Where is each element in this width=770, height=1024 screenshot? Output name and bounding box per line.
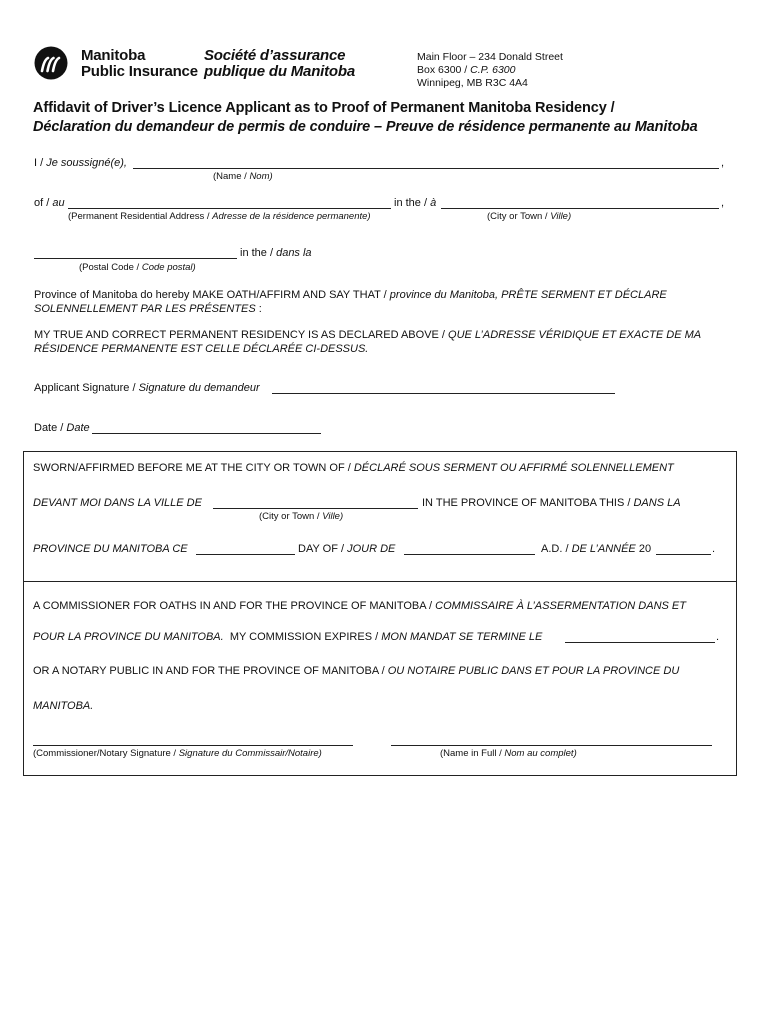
comma: , bbox=[721, 197, 725, 209]
name-caption: (Name / Nom) bbox=[213, 171, 273, 182]
in-the-label: in the / dans la bbox=[240, 247, 312, 259]
commissioner-signature-caption: (Commissioner/Notary Signature / Signature du Commissair/Notaire) bbox=[33, 748, 322, 759]
period: . bbox=[712, 543, 716, 555]
city-field[interactable] bbox=[441, 208, 719, 209]
sworn-month-field[interactable] bbox=[404, 554, 535, 555]
city-caption: (City or Town / Ville) bbox=[487, 211, 572, 222]
brand-fr: Société d’assurance publique du Manitoba bbox=[204, 47, 355, 80]
notary-line-2: MANITOBA. bbox=[33, 700, 94, 712]
date-label: Date / Date bbox=[34, 422, 90, 434]
address-caption: (Permanent Residential Address / Adresse de la résidence permanente) bbox=[68, 211, 371, 222]
sworn-line-2b: IN THE PROVINCE OF MANITOBA THIS / DANS LA bbox=[422, 497, 681, 509]
sworn-city-caption: (City or Town / Ville) bbox=[259, 511, 344, 522]
notary-line: OR A NOTARY PUBLIC IN AND FOR THE PROVINCE OF MANITOBA / OU NOTAIRE PUBLIC DANS ET POUR LA PROVINCE DU bbox=[33, 665, 680, 677]
sworn-line-3c: A.D. / DE L’ANNÉE 20 bbox=[541, 543, 652, 555]
i-label: I / Je soussigné(e), bbox=[34, 157, 127, 169]
address-field[interactable] bbox=[68, 208, 391, 209]
residency-statement: MY TRUE AND CORRECT PERMANENT RESIDENCY IS AS DECLARED ABOVE / QUE L’ADRESSE VÉRIDIQUE ET EXACTE DE MA RÉSIDENCE PERMANENTE EST CELLE DÉCLARÉE CI-DESSUS. bbox=[34, 329, 702, 355]
of-label: of / au bbox=[34, 197, 65, 209]
mailing-address: Main Floor – 234 Donald Street Box 6300 / C.P. 6300 Winnipeg, MB R3C 4A4 bbox=[417, 51, 563, 89]
postal-caption: (Postal Code / Code postal) bbox=[79, 262, 196, 273]
date-field[interactable] bbox=[92, 433, 321, 434]
commissioner-signature-field[interactable] bbox=[33, 745, 353, 746]
commissioner-name-caption: (Name in Full / Nom au complet) bbox=[440, 748, 577, 759]
sworn-day-field[interactable] bbox=[196, 554, 295, 555]
oath-paragraph: Province of Manitoba do hereby MAKE OATH/AFFIRM AND SAY THAT / province du Manitoba, PRÊTE SERMENT ET DÉCLARE SOLENNELLEMENT PAR LES PRÉSENTES : bbox=[34, 289, 667, 315]
commissioner-line-1: A COMMISSIONER FOR OATHS IN AND FOR THE PROVINCE OF MANITOBA / COMMISSAIRE À L’ASSERMENTATION DANS ET bbox=[33, 600, 686, 612]
sworn-city-field[interactable] bbox=[213, 508, 418, 509]
in-the-label: in the / à bbox=[394, 197, 437, 209]
brand-en: Manitoba Public Insurance bbox=[81, 47, 198, 80]
applicant-signature-field[interactable] bbox=[272, 393, 615, 394]
name-field[interactable] bbox=[133, 168, 719, 169]
mpi-logo-icon bbox=[34, 46, 68, 80]
sworn-line-2: DEVANT MOI DANS LA VILLE DE bbox=[33, 497, 202, 509]
sworn-year-field[interactable] bbox=[656, 554, 711, 555]
commissioner-line-2: POUR LA PROVINCE DU MANITOBA. MY COMMISSION EXPIRES / MON MANDAT SE TERMINE LE bbox=[33, 631, 543, 643]
document-title: Affidavit of Driver’s Licence Applicant as to Proof of Permanent Manitoba Residency / Déclaration du demandeur de permis de conduire – Preuve de résidence permanente au Manitoba bbox=[33, 100, 698, 135]
sworn-line-1: SWORN/AFFIRMED BEFORE ME AT THE CITY OR TOWN OF / DÉCLARÉ SOUS SERMENT OU AFFIRMÉ SOLENNELLEMENT bbox=[33, 462, 674, 474]
commissioner-name-field[interactable] bbox=[391, 745, 712, 746]
period: . bbox=[716, 631, 720, 643]
comma: , bbox=[721, 157, 725, 169]
section-divider bbox=[23, 581, 736, 582]
sworn-line-3b: DAY OF / JOUR DE bbox=[298, 543, 396, 555]
postal-code-field[interactable] bbox=[34, 258, 237, 259]
applicant-signature-label: Applicant Signature / Signature du demandeur bbox=[34, 382, 260, 394]
commission-expiry-field[interactable] bbox=[565, 642, 715, 643]
sworn-line-3: PROVINCE DU MANITOBA CE bbox=[33, 543, 188, 555]
